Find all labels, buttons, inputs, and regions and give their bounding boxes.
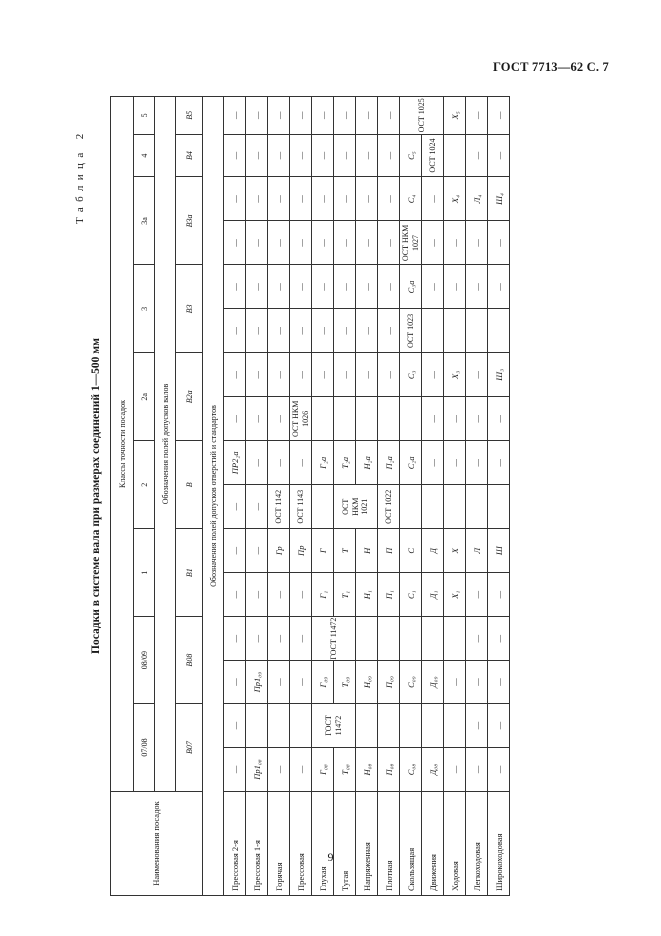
table-cell: — — [466, 97, 488, 135]
table-cell: Н₁ — [356, 573, 378, 617]
table-cell: Н₀₈ — [356, 748, 378, 792]
fit-name: Глухая — [312, 791, 334, 895]
table-cell: — — [312, 265, 334, 309]
table-cell: — — [312, 134, 334, 177]
rotated-table-block — [74, 96, 594, 896]
table-cell — [400, 485, 422, 529]
header-accuracy-classes: Классы точности посадок — [111, 97, 134, 792]
table-cell: Ш₃ — [488, 353, 510, 397]
table-cell — [488, 309, 510, 353]
table-cell: — — [312, 221, 334, 265]
class-label-3: 3 — [134, 265, 155, 353]
table-cell: Гр — [268, 529, 290, 573]
table-cell — [400, 617, 422, 661]
table-cell: — — [224, 353, 246, 397]
table-cell: Н₀₉ — [356, 661, 378, 704]
table-cell: — — [378, 134, 400, 177]
fit-name: Прессовая 1-я — [246, 791, 268, 895]
table-cell: — — [246, 573, 268, 617]
table-row — [246, 97, 268, 896]
table-cell: Пр — [290, 529, 312, 573]
table-cell — [268, 704, 290, 748]
table-cell: Х₄ — [444, 177, 466, 221]
table-cell: Л — [466, 529, 488, 573]
table-cell: — — [466, 617, 488, 661]
table-cell: — — [290, 177, 312, 221]
table-cell: — — [466, 441, 488, 485]
table-cell: — — [268, 221, 290, 265]
fits-table-wrapper — [110, 96, 510, 896]
class-label-2: 2 — [134, 441, 155, 529]
table-cell: — — [444, 397, 466, 441]
table-cell: С₃ — [400, 353, 422, 397]
shaft-symbol-b1: В1 — [176, 529, 203, 617]
table-cell — [444, 134, 466, 177]
class-label-4: 4 — [134, 134, 155, 177]
table-cell: — — [246, 177, 268, 221]
table-cell — [334, 397, 356, 441]
table-cell: — — [334, 177, 356, 221]
table-cell: — — [246, 221, 268, 265]
table-cell: — — [290, 265, 312, 309]
table-cell: — — [246, 134, 268, 177]
table-cell: — — [246, 485, 268, 529]
table-cell: — — [378, 97, 400, 135]
table-cell — [466, 309, 488, 353]
table-cell: — — [290, 353, 312, 397]
table-cell: — — [334, 97, 356, 135]
shaft-symbol-b: В — [176, 441, 203, 529]
table-cell: — — [224, 309, 246, 353]
table-cell: — — [224, 704, 246, 748]
table-cell: — — [356, 353, 378, 397]
standard-cell: ОСТ 1142 — [268, 485, 290, 529]
table-cell: Х₅ — [444, 97, 466, 135]
table-cell: — — [466, 704, 488, 748]
table-cell: Х₁ — [444, 573, 466, 617]
table-row — [312, 97, 334, 896]
class-label-5: 5 — [134, 97, 155, 135]
shaft-symbol-b08: В08 — [176, 617, 203, 704]
table-cell — [356, 617, 378, 661]
table-cell: Н₂а — [356, 441, 378, 485]
table-cell: ПР2₂а — [224, 441, 246, 485]
shaft-symbol-b3: В3 — [176, 265, 203, 353]
table-label: Таблица 2 — [74, 128, 86, 224]
subheader-hole-tolerances: Обозначения полей допусков отверстий и стандартов — [203, 97, 224, 896]
table-cell: — — [488, 617, 510, 661]
table-cell: Д₁ — [422, 573, 444, 617]
table-cell — [400, 704, 422, 748]
table-cell — [312, 485, 334, 529]
shaft-symbol-b07: В07 — [176, 704, 203, 792]
table-cell: С₀₉ — [400, 661, 422, 704]
table-cell: — — [334, 309, 356, 353]
table-cell: Пр1₀₉ — [246, 661, 268, 704]
table-cell: — — [312, 309, 334, 353]
table-cell: — — [488, 441, 510, 485]
table-cell — [444, 704, 466, 748]
table-cell: — — [488, 661, 510, 704]
table-cell: — — [290, 134, 312, 177]
table-cell: Г — [312, 529, 334, 573]
table-cell: — — [268, 265, 290, 309]
table-cell: — — [290, 221, 312, 265]
table-cell: — — [312, 97, 334, 135]
table-cell: — — [444, 265, 466, 309]
subheader-shaft-tolerances: Обозначения полей допусков валов — [155, 97, 176, 792]
table-cell: — — [224, 529, 246, 573]
fit-name: Напряженная — [356, 791, 378, 895]
table-cell: — — [444, 441, 466, 485]
table-cell: — — [290, 441, 312, 485]
table-cell: — — [466, 397, 488, 441]
table-cell: С — [400, 529, 422, 573]
class-label-2a: 2а — [134, 353, 155, 441]
table-cell: С₃а — [400, 265, 422, 309]
table-cell: — — [224, 617, 246, 661]
table-cell: Т₁ — [334, 573, 356, 617]
shaft-symbol-b4: В4 — [176, 134, 203, 177]
table-cell: — — [488, 134, 510, 177]
document-header: ГОСТ 7713—62 С. 7 — [492, 60, 609, 74]
standard-cell: ГОСТ 11472 — [312, 704, 356, 748]
class-label-08-09: 08/09 — [134, 617, 155, 704]
table-cell: С₅ — [400, 134, 422, 177]
table-cell: Г₀₉ — [312, 661, 334, 704]
table-cell: — — [224, 221, 246, 265]
table-cell — [378, 704, 400, 748]
page-number: 9 — [327, 850, 334, 864]
table-cell: Д — [422, 529, 444, 573]
table-cell: — — [356, 134, 378, 177]
table-cell — [378, 617, 400, 661]
table-cell: Н — [356, 529, 378, 573]
table-cell: — — [224, 661, 246, 704]
table-row — [268, 97, 290, 896]
table-cell: — — [224, 485, 246, 529]
table-cell: — — [268, 177, 290, 221]
table-cell — [312, 397, 334, 441]
table-cell: — — [290, 661, 312, 704]
table-cell: — — [246, 265, 268, 309]
table-cell — [356, 704, 378, 748]
table-cell: — — [466, 134, 488, 177]
table-cell — [422, 485, 444, 529]
fit-name: Тугая — [334, 791, 356, 895]
table-cell — [488, 485, 510, 529]
table-cell: — — [224, 177, 246, 221]
table-cell: П₁ — [378, 573, 400, 617]
table-cell: — — [290, 97, 312, 135]
shaft-symbol-b5: В5 — [176, 97, 203, 135]
table-cell — [444, 617, 466, 661]
table-cell: — — [224, 573, 246, 617]
fit-name: Широкоходовая — [488, 791, 510, 895]
standard-cell: ОСТ 1025 — [400, 97, 444, 135]
class-label-3a: 3а — [134, 177, 155, 265]
table-cell: — — [488, 397, 510, 441]
table-cell: — — [378, 309, 400, 353]
table-cell: — — [290, 617, 312, 661]
table-cell: Х — [444, 529, 466, 573]
table-cell: — — [224, 97, 246, 135]
standard-cell: ОСТ 1024 — [422, 134, 444, 177]
table-cell: — — [312, 353, 334, 397]
table-cell: — — [268, 661, 290, 704]
table-cell: — — [422, 397, 444, 441]
table-cell: — — [268, 748, 290, 792]
table-row — [378, 97, 400, 896]
table-cell: Т₀₉ — [334, 661, 356, 704]
table-cell: — — [334, 134, 356, 177]
table-cell: — — [334, 353, 356, 397]
table-cell — [422, 617, 444, 661]
table-row — [444, 97, 466, 896]
table-cell: — — [246, 529, 268, 573]
table-cell: — — [268, 397, 290, 441]
table-cell: — — [268, 97, 290, 135]
table-cell: — — [246, 309, 268, 353]
table-cell — [444, 309, 466, 353]
table-cell: — — [488, 748, 510, 792]
table-cell: — — [378, 265, 400, 309]
table-cell: — — [268, 134, 290, 177]
table-cell: — — [224, 748, 246, 792]
table-cell: — — [268, 573, 290, 617]
table-cell: — — [290, 573, 312, 617]
table-row — [290, 97, 312, 896]
fits-table — [110, 96, 510, 896]
table-row — [466, 97, 488, 896]
table-cell: П₂а — [378, 441, 400, 485]
table-cell: С₀₈ — [400, 748, 422, 792]
table-cell: — — [356, 309, 378, 353]
table-cell: — — [334, 221, 356, 265]
table-cell: — — [466, 573, 488, 617]
fit-name: Скользящая — [400, 791, 422, 895]
table-cell: — — [356, 97, 378, 135]
column-header-fit-names: Наименования посадок — [111, 791, 203, 895]
table-cell — [444, 485, 466, 529]
table-cell: — — [246, 397, 268, 441]
table-cell: — — [290, 309, 312, 353]
table-cell — [422, 704, 444, 748]
table-cell: — — [268, 441, 290, 485]
table-cell: — — [268, 309, 290, 353]
table-cell — [378, 397, 400, 441]
standard-cell: ОСТ 1023 — [400, 309, 422, 353]
table-cell: — — [356, 177, 378, 221]
table-cell: — — [378, 353, 400, 397]
standard-cell: ОСТ НКМ 1026 — [290, 397, 312, 441]
table-cell: Т₂а — [334, 441, 356, 485]
table-cell: С₁ — [400, 573, 422, 617]
table-cell: — — [224, 265, 246, 309]
table-cell: — — [356, 221, 378, 265]
table-cell: — — [312, 177, 334, 221]
fit-name: Прессовая 2-я — [224, 791, 246, 895]
table-caption: Посадки в системе вала при размерах соединений 1—500 мм — [90, 338, 102, 654]
table-cell: Г₀₈ — [312, 748, 334, 792]
table-cell: С₂а — [400, 441, 422, 485]
shaft-symbol-b2a: В2а — [176, 353, 203, 441]
table-row — [400, 97, 422, 896]
table-cell: — — [246, 617, 268, 661]
table-cell: Х₃ — [444, 353, 466, 397]
table-cell: — — [246, 97, 268, 135]
fit-name: Легкоходовая — [466, 791, 488, 895]
table-cell: — — [224, 397, 246, 441]
table-cell: — — [422, 221, 444, 265]
table-cell: — — [290, 748, 312, 792]
table-cell: — — [378, 177, 400, 221]
table-cell: — — [444, 221, 466, 265]
table-cell: — — [334, 265, 356, 309]
table-cell: Т — [334, 529, 356, 573]
table-cell: Пр1₀₈ — [246, 748, 268, 792]
table-cell: Д₀₈ — [422, 748, 444, 792]
standard-cell: ОСТ 1022 — [378, 485, 400, 529]
table-cell — [290, 704, 312, 748]
table-cell: — — [488, 97, 510, 135]
table-cell: — — [466, 748, 488, 792]
standard-cell: ОСТ 1143 — [290, 485, 312, 529]
table-cell: Д₀₉ — [422, 661, 444, 704]
class-label-1: 1 — [134, 529, 155, 617]
table-cell: — — [422, 177, 444, 221]
table-cell: Т₀₈ — [334, 748, 356, 792]
fit-name: Горячая — [268, 791, 290, 895]
table-row — [224, 97, 246, 896]
table-cell: — — [268, 353, 290, 397]
table-cell: — — [444, 661, 466, 704]
table-cell: П₀₈ — [378, 748, 400, 792]
table-cell: — — [246, 353, 268, 397]
table-cell: Ш₄ — [488, 177, 510, 221]
class-label-07-08: 07/08 — [134, 704, 155, 792]
table-cell: П — [378, 529, 400, 573]
standard-cell: ОСТ НКМ 1021 — [334, 485, 378, 529]
fit-name: Прессовая — [290, 791, 312, 895]
table-cell: П₀₉ — [378, 661, 400, 704]
table-cell — [356, 397, 378, 441]
table-cell: — — [268, 617, 290, 661]
table-cell: — — [246, 441, 268, 485]
table-cell: Ш — [488, 529, 510, 573]
fit-name: Движения — [422, 791, 444, 895]
table-cell: — — [422, 265, 444, 309]
shaft-symbol-b3a: В3а — [176, 177, 203, 265]
table-cell — [246, 704, 268, 748]
table-cell: — — [466, 221, 488, 265]
table-cell: — — [422, 441, 444, 485]
table-cell — [400, 397, 422, 441]
table-cell: Л₄ — [466, 177, 488, 221]
fit-name: Ходовая — [444, 791, 466, 895]
table-row — [488, 97, 510, 896]
table-cell: — — [488, 704, 510, 748]
table-cell: — — [466, 661, 488, 704]
table-cell: — — [488, 221, 510, 265]
table-cell: — — [356, 265, 378, 309]
table-cell: — — [488, 265, 510, 309]
standard-cell: ГОСТ 11472 — [312, 617, 356, 661]
table-row — [422, 97, 444, 896]
table-cell: — — [422, 353, 444, 397]
standard-cell: ОСТ НКМ 1027 — [400, 221, 422, 265]
table-row — [334, 97, 356, 896]
table-cell: — — [488, 573, 510, 617]
table-cell: — — [444, 748, 466, 792]
table-cell — [422, 309, 444, 353]
table-cell: Г₁ — [312, 573, 334, 617]
table-cell: С₄ — [400, 177, 422, 221]
table-cell: Г₂а — [312, 441, 334, 485]
table-cell: — — [224, 134, 246, 177]
table-cell: — — [466, 353, 488, 397]
fit-name: Плотная — [378, 791, 400, 895]
table-cell: — — [466, 265, 488, 309]
table-cell — [466, 485, 488, 529]
table-cell: — — [378, 221, 400, 265]
